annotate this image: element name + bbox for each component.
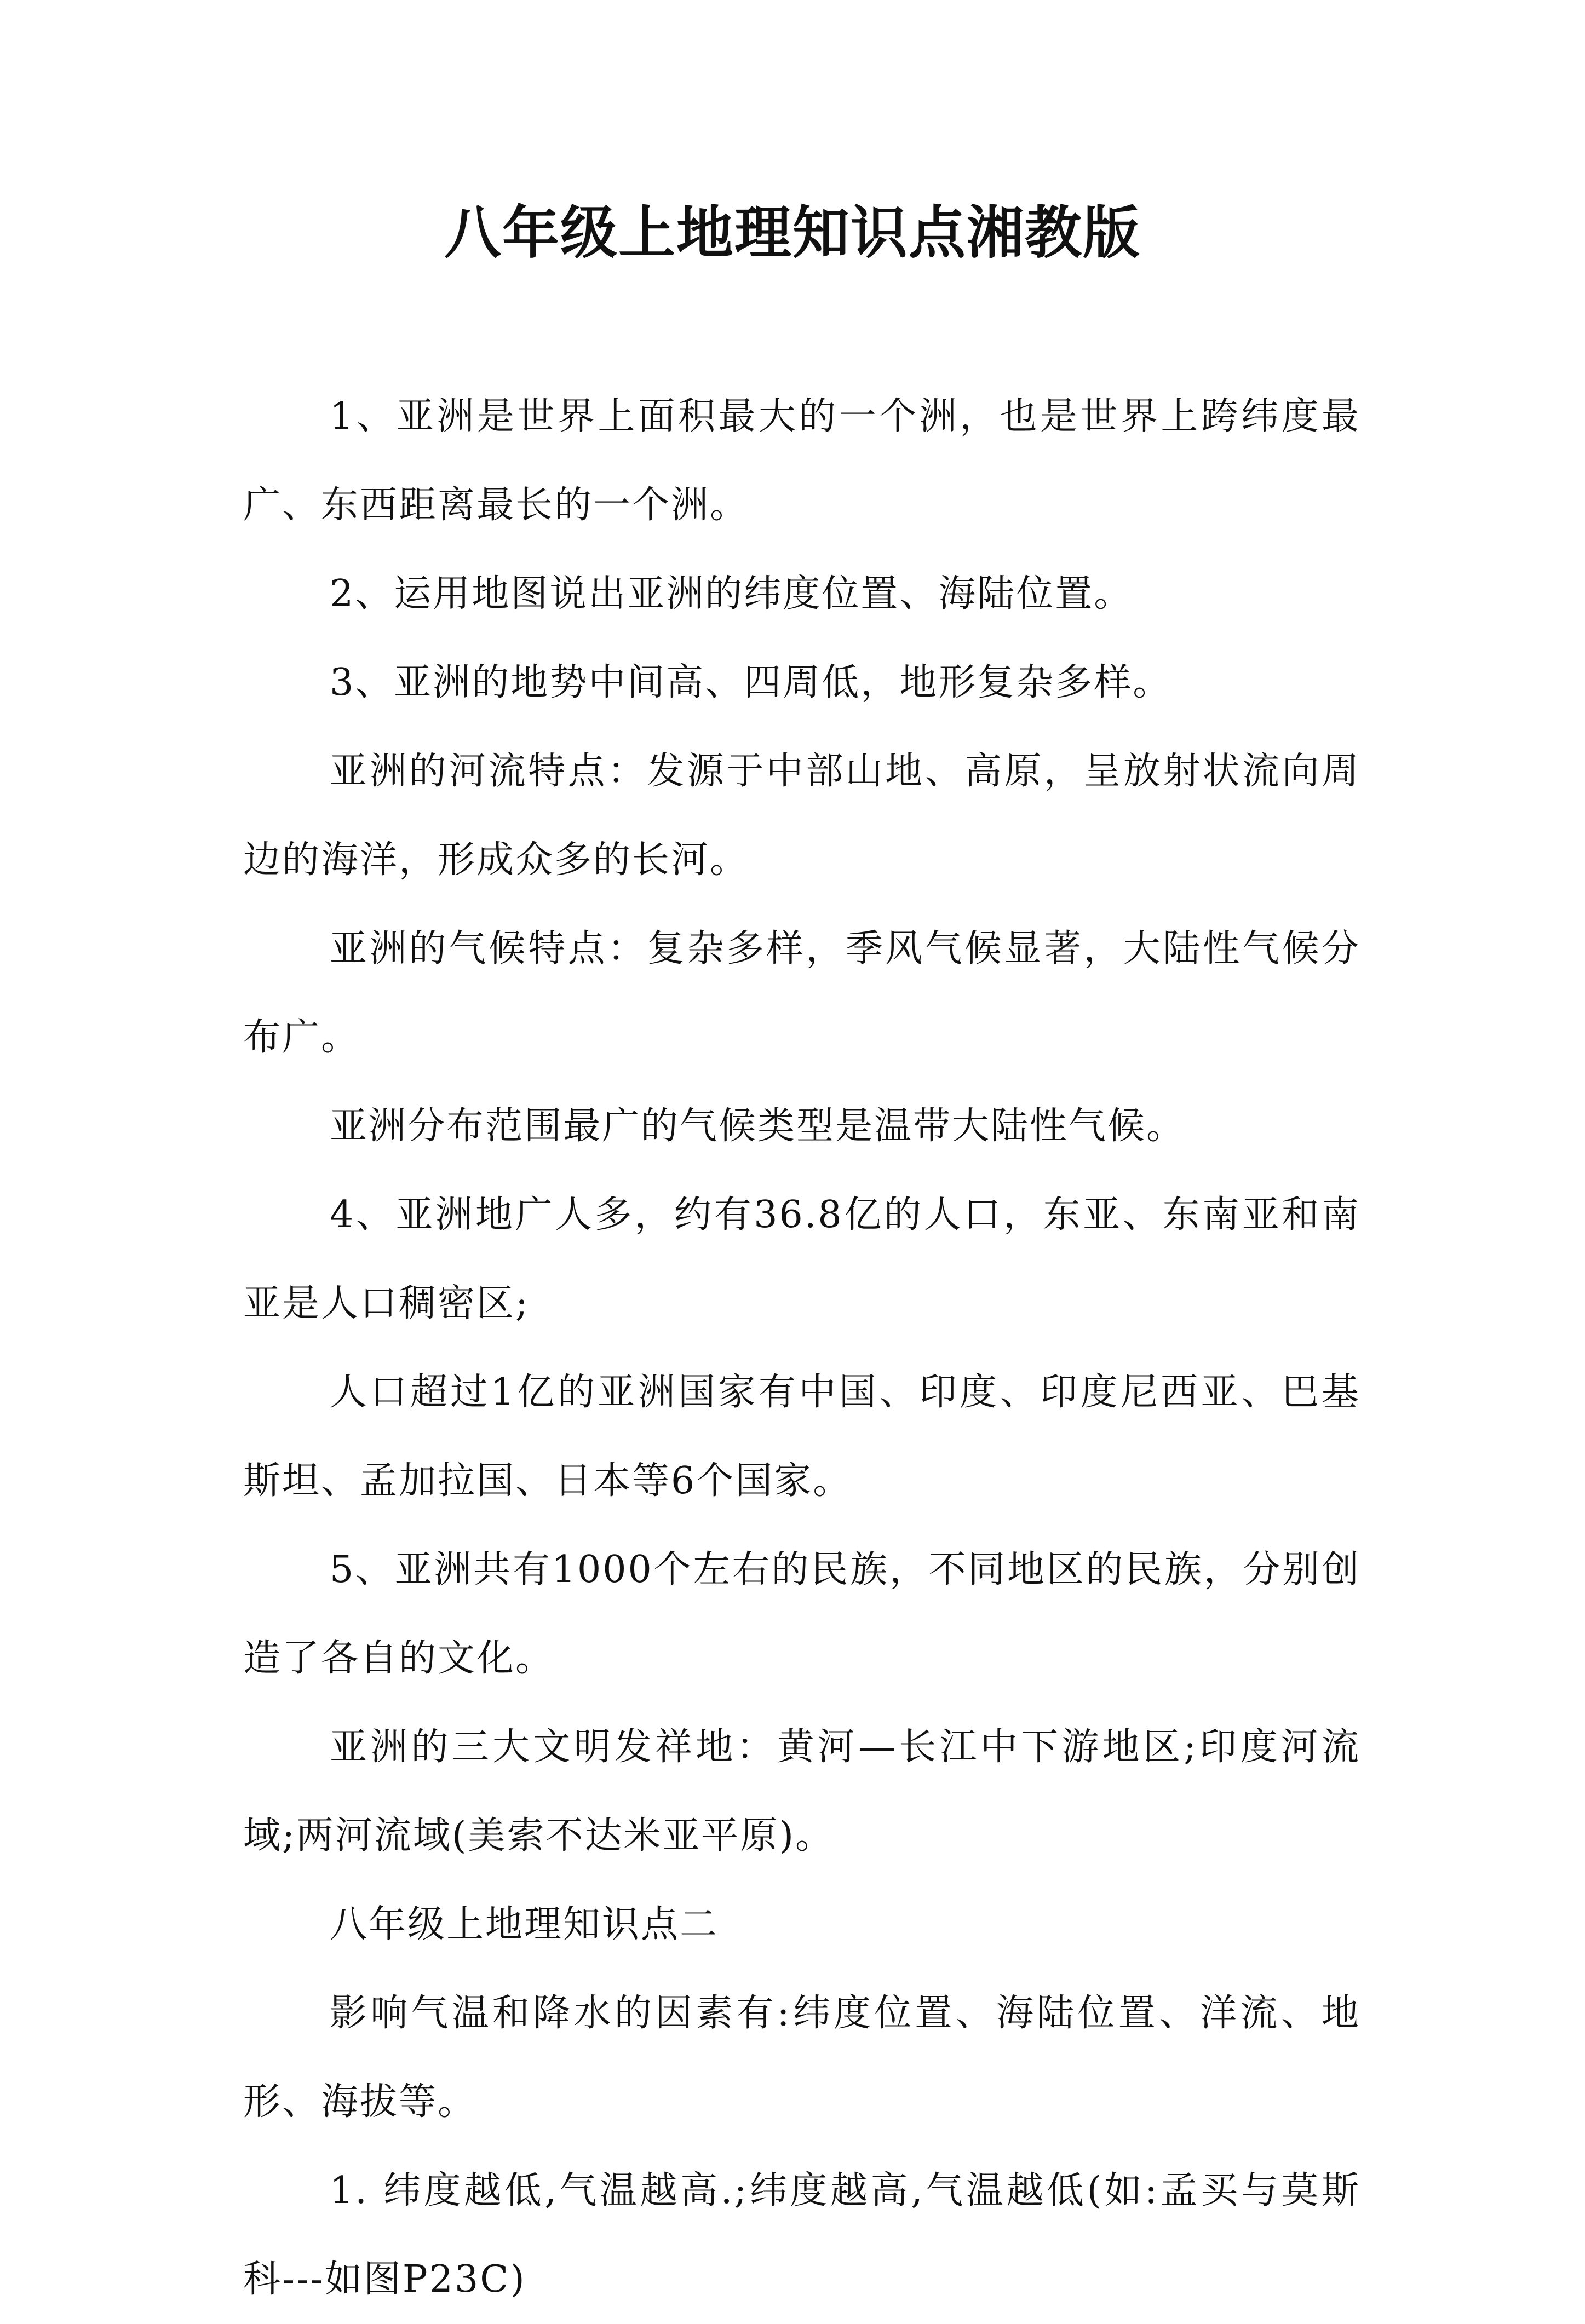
paragraph-asia-terrain: 3、亚洲的地势中间高、四周低，地形复杂多样。 xyxy=(330,661,1172,704)
section-heading-part-two: 八年级上地理知识点二 xyxy=(330,1903,719,1946)
paragraph-asia-climate: 亚洲的气候特点：复杂多样，季风气候显著，大陆性气候分布广。 xyxy=(243,927,1360,1059)
document-body xyxy=(243,372,1360,2324)
document-title: 八年级上地理知识点湘教版 xyxy=(444,199,1141,266)
paragraph-climate-factors: 影响气温和降水的因素有:纬度位置、海陆位置、洋流、地形、海拔等。 xyxy=(243,1992,1360,2124)
paragraph-asia-ethnic-groups: 5、亚洲共有1000个左右的民族，不同地区的民族，分别创造了各自的文化。 xyxy=(243,1548,1360,1680)
paragraph-latitude-temperature: 1. 纬度越低,气温越高.;纬度越高,气温越低(如:孟买与莫斯科---如图P23C) xyxy=(243,2169,1360,2301)
paragraph-asia-civilizations: 亚洲的三大文明发祥地：黄河—长江中下游地区;印度河流域;两河流域(美索不达米亚平原)。 xyxy=(243,1725,1360,1857)
paragraph-asia-climate-type: 亚洲分布范围最广的气候类型是温带大陆性气候。 xyxy=(330,1105,1186,1148)
paragraph-asia-population: 4、亚洲地广人多，约有36.8亿的人口，东亚、东南亚和南亚是人口稠密区; xyxy=(243,1193,1360,1325)
paragraph-asia-area: 1、亚洲是世界上面积最大的一个洲，也是世界上跨纬度最广、东西距离最长的一个洲。 xyxy=(243,395,1360,527)
paragraph-asia-populous-countries: 人口超过1亿的亚洲国家有中国、印度、印度尼西亚、巴基斯坦、孟加拉国、日本等6个国家。 xyxy=(243,1371,1360,1503)
paragraph-asia-location: 2、运用地图说出亚洲的纬度位置、海陆位置。 xyxy=(330,572,1133,615)
paragraph-asia-rivers: 亚洲的河流特点：发源于中部山地、高原，呈放射状流向周边的海洋，形成众多的长河。 xyxy=(243,750,1360,882)
